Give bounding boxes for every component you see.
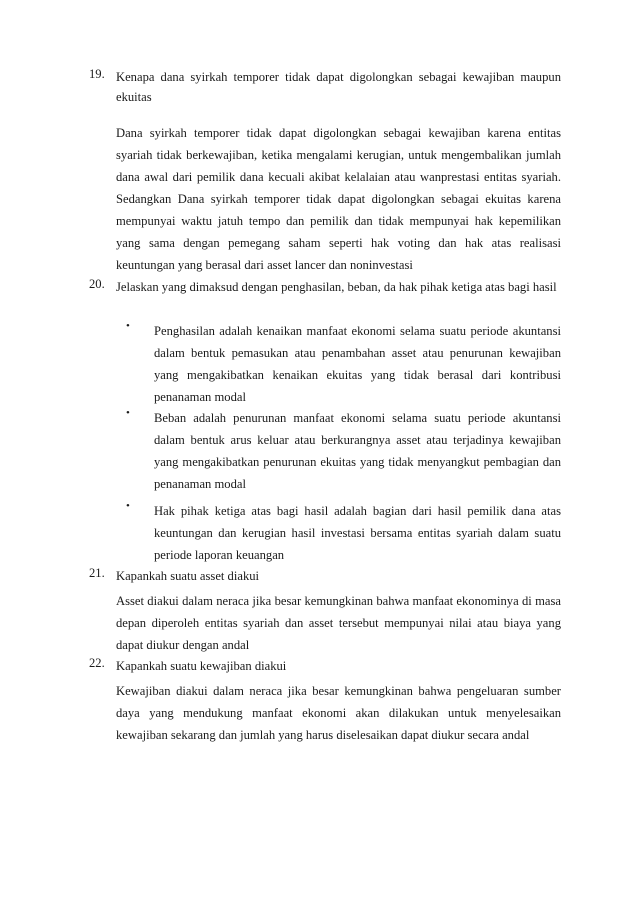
- question-22: [89, 656, 561, 676]
- bullet-icon: •: [126, 320, 130, 332]
- question-text: Kenapa dana syirkah temporer tidak dapat digolongkan sebagai kewajiban maupun ekuitas: [116, 70, 561, 104]
- question-21: [89, 566, 561, 586]
- answer-21: Asset diakui dalam neraca jika besar kemungkinan bahwa manfaat ekonominya di masa depan diperoleh entitas syariah dan asset tersebut mempunyai nilai atau biaya yang dapat diukur dengan andal: [116, 594, 561, 652]
- bullet-icon: •: [126, 500, 130, 512]
- answer-19: Dana syirkah temporer tidak dapat digolongkan sebagai kewajiban karena entitas syariah tidak berkewajiban, ketika mengalami kerugian, untuk mengembalikan jumlah dana awal dari pemilik dana kecuali akibat kelalaian atau wanprestasi entitas syariah. Sedangkan Dana syirkah temporer tidak dapat digolongkan sebagai ekuitas karena mempunyai waktu jatuh tempo dan pemilik dan tidak mempunyai hak kepemilikan yang sama dengan pemegang saham seperti hak voting dan hak atas realisasi keuntungan yang berasal dari asset lancer dan noninvestasi: [116, 126, 561, 272]
- question-number: 20.: [89, 277, 105, 291]
- question-20: [89, 277, 561, 297]
- question-number: 21.: [89, 566, 105, 580]
- answer-22: Kewajiban diakui dalam neraca jika besar kemungkinan bahwa pengeluaran sumber daya yang mendukung manfaat ekonomi akan dilakukan untuk menyelesaikan kewajiban sekarang dan jumlah yang harus diselesaikan dapat diukur secara andal: [116, 684, 561, 742]
- question-19: [89, 67, 561, 107]
- bullet-icon: •: [126, 407, 130, 419]
- question-text: Jelaskan yang dimaksud dengan penghasilan, beban, da hak pihak ketiga atas bagi hasil: [116, 280, 557, 294]
- bullet-text: Beban adalah penurunan manfaat ekonomi selama suatu periode akuntansi dalam bentuk arus keluar atau berkurangnya asset atau terjadinya kewajiban yang mengakibatkan penurunan ekuitas yang tidak menyangkut pembagian dan penanaman modal: [154, 411, 561, 491]
- question-text: Kapankah suatu kewajiban diakui: [116, 659, 287, 673]
- question-number: 22.: [89, 656, 105, 670]
- question-text: Kapankah suatu asset diakui: [116, 569, 260, 583]
- question-number: 19.: [89, 67, 105, 81]
- bullet-item: [126, 407, 561, 495]
- bullet-item: [126, 320, 561, 408]
- bullet-text: Penghasilan adalah kenaikan manfaat ekonomi selama suatu periode akuntansi dalam bentuk pemasukan atau penambahan asset atau penurunan kewajiban yang mengakibatkan kenaikan ekuitas yang tidak berasal dari kontribusi penanaman modal: [154, 324, 561, 404]
- bullet-text: Hak pihak ketiga atas bagi hasil adalah bagian dari hasil pemilik dana atas keuntungan dan kerugian hasil investasi bersama entitas syariah dalam suatu periode laporan keuangan: [154, 504, 561, 562]
- bullet-item: [126, 500, 561, 566]
